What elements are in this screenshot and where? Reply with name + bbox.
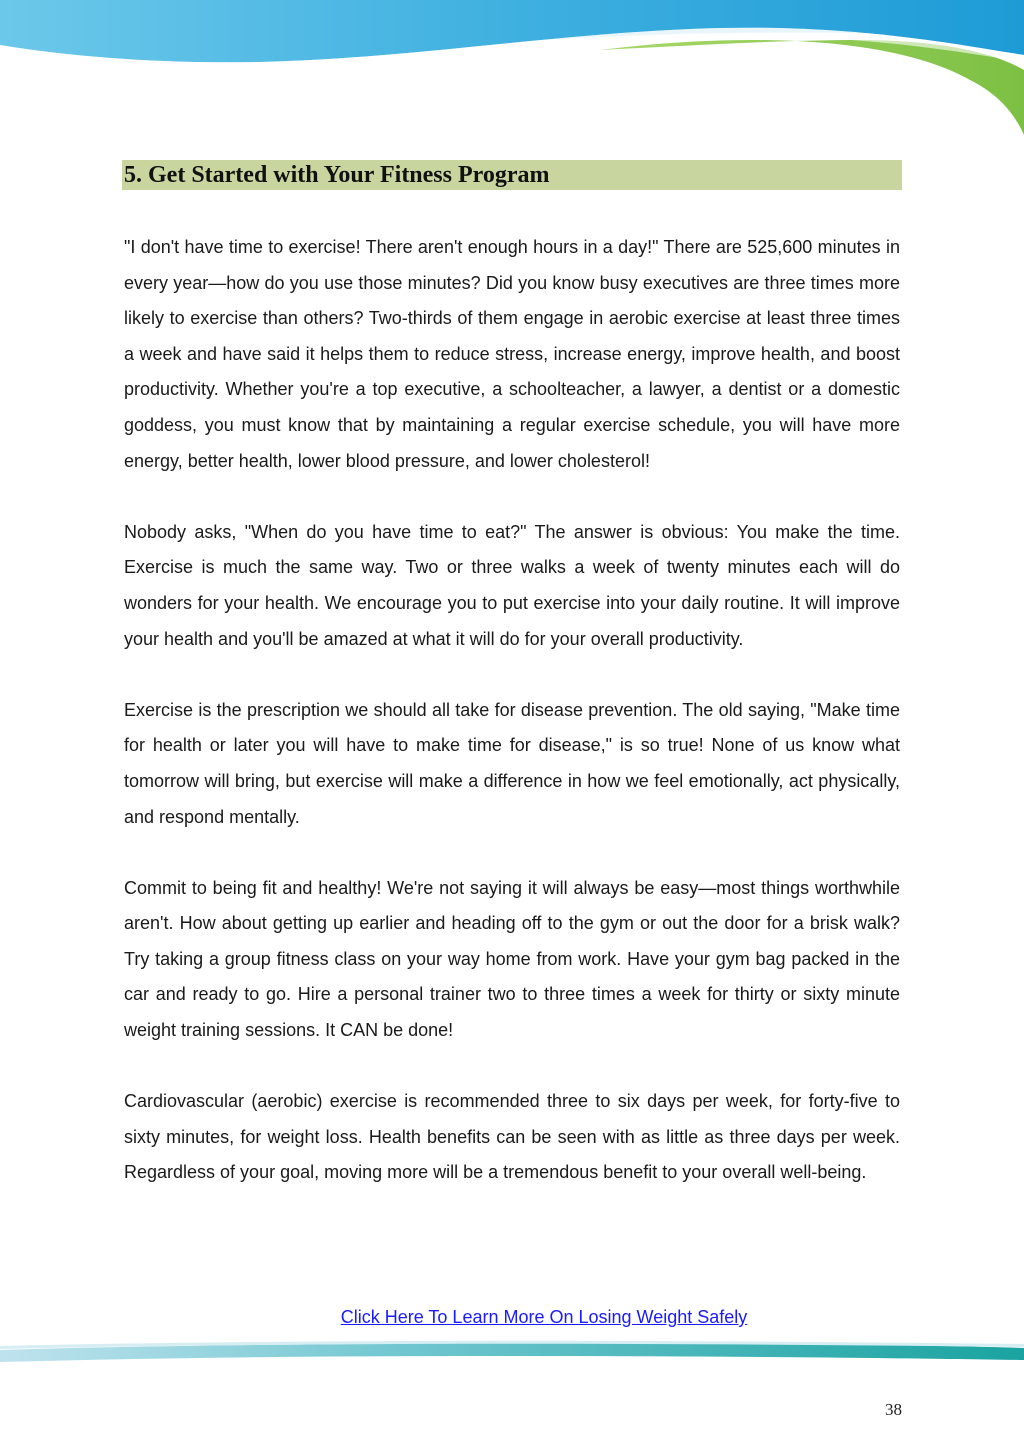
paragraph-1: "I don't have time to exercise! There aren't enough hours in a day!" There are 525,600 minutes in every year—how do you use those minutes? Did you know busy executives are three times more likely to exercise than others? Two-thirds of them engage in aerobic exercise at least three times a week and have said it helps them to reduce stress, increase energy, improve health, and boost productivity. Whether you're a top executive, a schoolteacher, a lawyer, a dentist or a domestic goddess, you must know that by maintaining a regular exercise schedule, you will have more energy, better health, lower blood pressure, and lower cholesterol! (124, 237, 900, 471)
section-heading-bar (122, 160, 902, 190)
paragraph-4: Commit to being fit and healthy! We're not saying it will always be easy—most things worthwhile aren't. How about getting up earlier and heading off to the gym or out the door for a brisk walk? Try taking a group fitness class on your way home from work. Have your gym bag packed in the car and ready to go. Hire a personal trainer two to three times a week for thirty or sixty minute weight training sessions. It CAN be done! (124, 877, 900, 1041)
paragraph-5: Cardiovascular (aerobic) exercise is recommended three to six days per week, for forty-five to sixty minutes, for weight loss. Health benefits can be seen with as little as three days per week. Regardless of your goal, moving more will be a tremendous benefit to your overall well-being. (124, 1091, 900, 1183)
article-body (124, 230, 900, 1191)
footer-band-decoration (0, 1336, 1024, 1366)
link-container (124, 1304, 964, 1330)
learn-more-link[interactable]: Click Here To Learn More On Losing Weight Safely (340, 1307, 748, 1327)
section-heading: 5. Get Started with Your Fitness Program (124, 162, 550, 188)
header-wave-decoration (0, 0, 1024, 140)
paragraph-3: Exercise is the prescription we should all take for disease prevention. The old saying, "Make time for health or later you will have to make time for disease," is so true! None of us know what tomorrow will bring, but exercise will make a difference in how we feel emotionally, act physically, and respond mentally. (124, 699, 900, 827)
paragraph-2: Nobody asks, "When do you have time to eat?" The answer is obvious: You make the time. Exercise is much the same way. Two or three walks a week of twenty minutes each will do wonders for your health. We encourage you to put exercise into your daily routine. It will improve your health and you'll be amazed at what it will do for your overall productivity. (124, 521, 900, 649)
page-number: 38 (885, 1400, 902, 1419)
